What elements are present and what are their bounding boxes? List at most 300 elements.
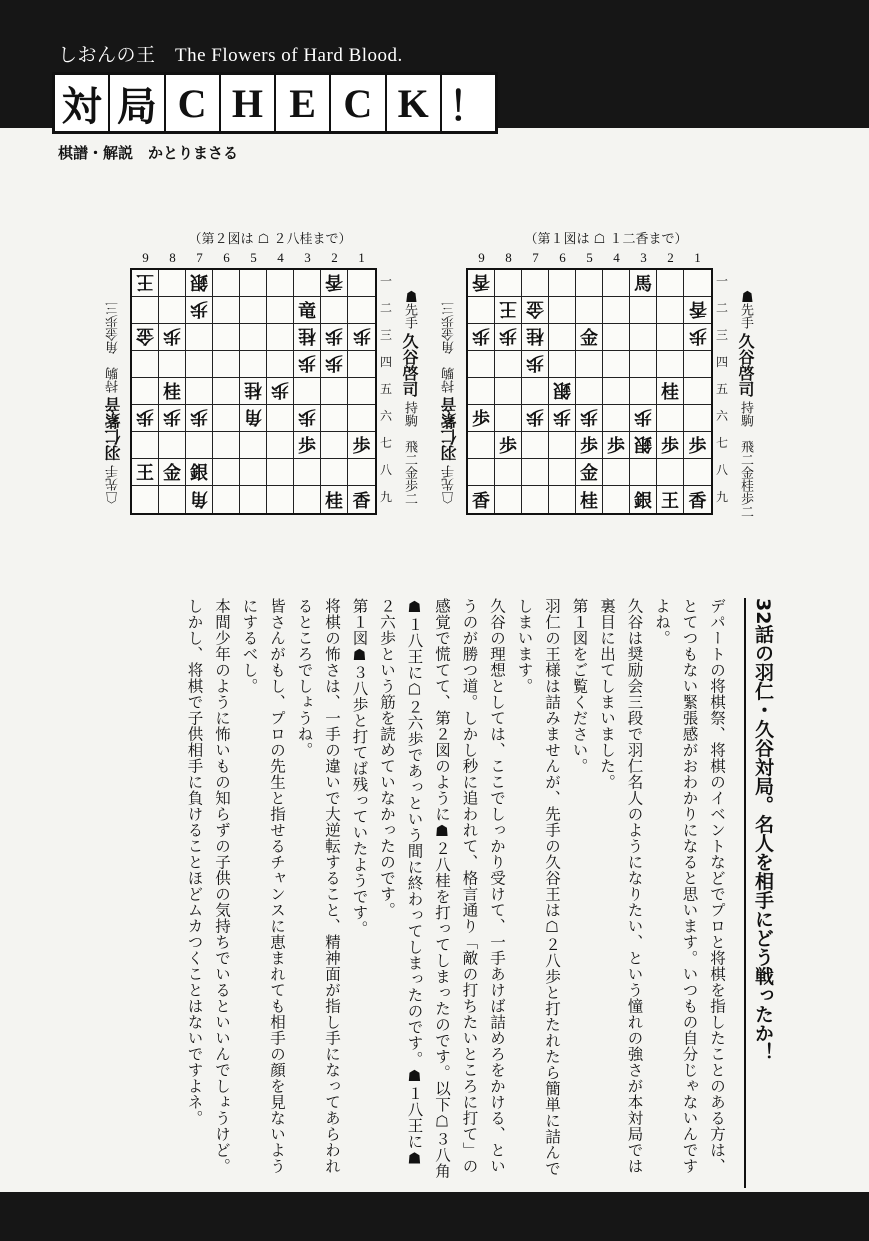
rank-numbers — [716, 268, 728, 511]
board-square — [267, 351, 294, 378]
paragraph: 久谷の理想としては、ここでしっかり受けて、一手あけば詰めろをかける、というのが勝つ道。しかし秒に追われて、格言通り「敵の打ちたいところに打て」の感覚で慌てて、第２図のように☗２八桂を打ってしまったのです。以下☖３八角☗１八王に☖２六歩であっという間に終わってしまったのです。☗１八王に☗２六歩という筋を読めていなかったのです。 — [378, 598, 506, 1179]
piece-glyph: 香 — [688, 298, 707, 319]
board-square — [159, 270, 186, 297]
piece-glyph: 歩 — [352, 325, 371, 346]
title-char: E — [276, 75, 331, 131]
file-number: 9 — [478, 250, 485, 265]
board-square — [684, 351, 711, 378]
board-square — [159, 486, 186, 513]
rank-number: 四 — [380, 355, 393, 369]
title-char: 局 — [110, 75, 165, 131]
board-square — [294, 459, 321, 486]
piece-glyph: 桂 — [325, 490, 343, 512]
board-square — [213, 432, 240, 459]
board-square — [159, 351, 186, 378]
sente-piece — [495, 432, 522, 459]
board-square — [549, 270, 576, 297]
piece-glyph: 歩 — [298, 406, 316, 427]
sente-piece — [321, 486, 348, 513]
page-title — [52, 72, 498, 134]
gote-piece — [294, 405, 321, 432]
board-square — [294, 378, 321, 405]
board-square — [549, 351, 576, 378]
rank-number: 三 — [380, 328, 393, 342]
rank-number: 六 — [716, 409, 729, 423]
gote-hand: 持駒 角金歩三 — [106, 301, 121, 393]
piece-glyph: 桂 — [298, 325, 316, 346]
gote-piece — [267, 378, 294, 405]
sente-mark: ☗先手 — [402, 290, 417, 329]
gote-name: 羽仁紫音 — [440, 396, 459, 461]
board-square — [267, 486, 294, 513]
diagram-caption: （第２図は ☖ ２八桂まで） — [188, 232, 352, 247]
gote-piece — [132, 405, 159, 432]
sente-name: 久谷啓司 — [736, 333, 755, 398]
piece-glyph: 歩 — [553, 406, 571, 427]
board-square — [159, 432, 186, 459]
piece-glyph: 歩 — [325, 325, 343, 346]
piece-glyph: 香 — [688, 490, 707, 512]
board-square — [603, 270, 630, 297]
file-number: 5 — [250, 250, 257, 265]
piece-glyph: 歩 — [325, 352, 343, 373]
board-square — [549, 486, 576, 513]
board-square — [684, 405, 711, 432]
sente-piece — [132, 459, 159, 486]
board-square — [495, 378, 522, 405]
sente-piece — [348, 486, 375, 513]
piece-glyph: 銀 — [553, 379, 571, 400]
article-body — [60, 598, 730, 1183]
board-square — [321, 378, 348, 405]
piece-glyph: 金 — [136, 325, 154, 346]
board-square — [321, 432, 348, 459]
sente-piece — [630, 486, 657, 513]
gote-name: 羽仁紫音 — [104, 396, 123, 461]
sente-mark: ☗先手 — [738, 290, 753, 329]
file-number: 1 — [358, 250, 365, 265]
gote-piece — [684, 297, 711, 324]
board-square — [240, 351, 267, 378]
piece-glyph: 金 — [580, 463, 598, 484]
gote-piece — [630, 405, 657, 432]
board-square — [468, 297, 495, 324]
file-numbers — [132, 250, 375, 266]
sente-piece — [294, 432, 321, 459]
gote-mark: ☖先手 — [442, 465, 457, 504]
piece-glyph: 歩 — [298, 352, 316, 373]
board-square — [213, 351, 240, 378]
series-subtitle: しおんの王 The Flowers of Hard Blood. — [58, 45, 403, 66]
diagram-1 — [436, 228, 776, 528]
gote-piece — [495, 324, 522, 351]
board-square — [468, 378, 495, 405]
gote-piece — [468, 324, 495, 351]
gote-piece — [159, 324, 186, 351]
board-square — [348, 351, 375, 378]
board-square — [213, 486, 240, 513]
piece-glyph: 銀 — [190, 271, 208, 292]
board-square — [267, 432, 294, 459]
piece-glyph: 銀 — [634, 433, 652, 454]
gote-piece — [495, 297, 522, 324]
rank-numbers — [380, 268, 392, 511]
gote-piece — [522, 324, 549, 351]
file-number: 7 — [532, 250, 539, 265]
sente-piece — [684, 432, 711, 459]
board-square — [522, 486, 549, 513]
board-square — [684, 270, 711, 297]
gote-piece — [549, 405, 576, 432]
board-square — [267, 405, 294, 432]
paragraph: 久谷は奨励会三段で羽仁名人のようになりたい、という憧れの強さが本対局では裏目に出てしまいました。 — [598, 598, 644, 1174]
file-number: 2 — [331, 250, 338, 265]
file-number: 8 — [505, 250, 512, 265]
piece-glyph: 歩 — [499, 436, 517, 457]
piece-glyph: 王 — [499, 298, 517, 319]
board-square — [267, 270, 294, 297]
file-number: 1 — [694, 250, 701, 265]
gote-piece — [159, 405, 186, 432]
file-number: 2 — [667, 250, 674, 265]
gote-piece — [522, 405, 549, 432]
piece-glyph: 歩 — [688, 436, 707, 457]
title-char: C — [166, 75, 221, 131]
footer-band — [0, 1192, 869, 1241]
file-number: 8 — [169, 250, 176, 265]
sente-hand: 持駒 飛二金歩二 — [402, 401, 417, 506]
board-square — [348, 297, 375, 324]
board-square — [267, 297, 294, 324]
sente-piece — [603, 432, 630, 459]
board-square — [213, 297, 240, 324]
piece-glyph: 歩 — [352, 436, 371, 457]
board-square — [348, 270, 375, 297]
file-number: 5 — [586, 250, 593, 265]
rank-number: 八 — [380, 463, 393, 477]
board-square — [321, 405, 348, 432]
board-square — [240, 270, 267, 297]
rank-number: 二 — [380, 301, 393, 315]
gote-piece — [684, 324, 711, 351]
piece-glyph: 桂 — [244, 379, 262, 400]
gote-piece — [549, 378, 576, 405]
piece-glyph: 香 — [472, 490, 490, 512]
sente-piece — [657, 432, 684, 459]
board-square — [240, 297, 267, 324]
board-square — [657, 324, 684, 351]
piece-glyph: 歩 — [499, 325, 517, 346]
article-heading: 32話の羽仁・久谷対局。名人を相手にどう戦ったか！ — [744, 598, 777, 1188]
gote-mark: ☖先手 — [106, 465, 121, 504]
title-char: K — [387, 75, 442, 131]
board-square — [159, 297, 186, 324]
gote-piece — [522, 351, 549, 378]
gote-player-label — [102, 268, 125, 504]
gote-piece — [468, 270, 495, 297]
paragraph: 将棋の怖さは、一手の違いで大逆転すること、精神面が指し手になってあらわれるところでしょうね。 — [295, 598, 341, 1174]
board-square — [186, 432, 213, 459]
file-number: 4 — [277, 250, 284, 265]
byline: 棋譜・解説 かとりまさる — [58, 144, 239, 162]
piece-glyph: 歩 — [163, 406, 181, 427]
piece-glyph: 王 — [661, 490, 679, 512]
piece-glyph: 歩 — [634, 406, 652, 427]
gote-piece — [186, 297, 213, 324]
board-square — [213, 378, 240, 405]
file-number: 9 — [142, 250, 149, 265]
board-square — [495, 351, 522, 378]
board-square — [468, 459, 495, 486]
paragraph: 皆さんがもし、プロの先生と指せるチャンスに恵まれても相手の顔を見ないようにするべし。 — [240, 598, 286, 1174]
board-square — [630, 378, 657, 405]
board-square — [186, 324, 213, 351]
paragraph: しかし、将棋で子供相手に負けることほどムカつくことはないですよネ。 — [185, 598, 204, 1126]
file-number: 7 — [196, 250, 203, 265]
rank-number: 七 — [716, 436, 729, 450]
sente-piece — [657, 378, 684, 405]
file-number: 3 — [304, 250, 311, 265]
rank-number: 八 — [716, 463, 729, 477]
board-square — [522, 378, 549, 405]
rank-number: 九 — [716, 490, 729, 504]
board-square — [321, 297, 348, 324]
piece-glyph: 歩 — [190, 298, 208, 319]
gote-hand: 持駒 角金歩三 — [442, 301, 457, 393]
title-char: ！ — [448, 83, 489, 129]
piece-glyph: 竜 — [298, 301, 316, 322]
piece-glyph: 王 — [136, 463, 154, 484]
board-square — [495, 405, 522, 432]
rank-number: 五 — [716, 382, 729, 396]
file-number: 4 — [613, 250, 620, 265]
board-square — [240, 486, 267, 513]
board-square — [657, 297, 684, 324]
sente-piece — [576, 432, 603, 459]
sente-piece — [576, 459, 603, 486]
gote-piece — [321, 324, 348, 351]
board-square — [267, 459, 294, 486]
sente-piece — [348, 432, 375, 459]
paragraph: デパートの将棋祭、将棋のイベントなどでプロと将棋を指したことのある方は、とてつもない緊張感がおわかりになると思います。いつもの自分じゃないんですよね。 — [653, 598, 726, 1174]
board-square — [630, 324, 657, 351]
sente-piece — [186, 459, 213, 486]
rank-number: 四 — [716, 355, 729, 369]
board-square — [657, 459, 684, 486]
file-number: 6 — [223, 250, 230, 265]
piece-glyph: 歩 — [688, 325, 707, 346]
piece-glyph: 角 — [190, 487, 208, 509]
board-square — [630, 297, 657, 324]
board-square — [294, 486, 321, 513]
title-char: H — [221, 75, 276, 131]
paragraph: 本間少年のように怖いもの知らずの子供の気持ちでいるといいんでしょうけど。 — [213, 598, 231, 1174]
sente-player-label — [398, 290, 421, 526]
piece-glyph: 歩 — [163, 325, 181, 346]
gote-piece — [321, 351, 348, 378]
piece-glyph: 香 — [472, 271, 490, 292]
board-square — [213, 405, 240, 432]
board-square — [294, 270, 321, 297]
gote-piece — [186, 270, 213, 297]
sente-player-label — [734, 290, 757, 526]
gote-piece — [294, 324, 321, 351]
diagram-caption: （第１図は ☖ １二香まで） — [524, 232, 688, 247]
board-square — [684, 378, 711, 405]
gote-piece — [240, 405, 267, 432]
board-square — [522, 432, 549, 459]
piece-glyph: 歩 — [271, 379, 289, 400]
board-square — [267, 324, 294, 351]
board-square — [576, 297, 603, 324]
board-square — [549, 297, 576, 324]
gote-player-label — [438, 268, 461, 504]
file-numbers — [468, 250, 711, 266]
shogi-board — [130, 268, 377, 515]
piece-glyph: 香 — [352, 490, 371, 512]
board-square — [213, 459, 240, 486]
board-square — [213, 270, 240, 297]
piece-glyph: 金 — [163, 463, 181, 484]
board-square — [495, 270, 522, 297]
file-number: 3 — [640, 250, 647, 265]
rank-number: 九 — [380, 490, 393, 504]
piece-glyph: 銀 — [634, 490, 652, 512]
piece-glyph: 歩 — [190, 406, 208, 427]
sente-piece — [468, 486, 495, 513]
gote-piece — [321, 270, 348, 297]
rank-number: 一 — [380, 274, 393, 288]
board-square — [576, 378, 603, 405]
sente-piece — [294, 297, 321, 324]
gote-piece — [348, 324, 375, 351]
board-square — [657, 270, 684, 297]
piece-glyph: 歩 — [661, 436, 679, 457]
sente-piece — [159, 378, 186, 405]
sente-piece — [159, 459, 186, 486]
gote-piece — [576, 405, 603, 432]
piece-glyph: 桂 — [526, 325, 544, 346]
rank-number: 二 — [716, 301, 729, 315]
rank-number: 六 — [380, 409, 393, 423]
piece-glyph: 銀 — [190, 463, 208, 484]
board-square — [348, 378, 375, 405]
board-square — [603, 486, 630, 513]
rank-number: 五 — [380, 382, 393, 396]
gote-piece — [630, 432, 657, 459]
sente-piece — [657, 486, 684, 513]
piece-glyph: 歩 — [607, 436, 625, 457]
sente-piece — [684, 486, 711, 513]
piece-glyph: 歩 — [580, 436, 598, 457]
title-char: C — [331, 75, 386, 131]
file-number: 6 — [559, 250, 566, 265]
piece-glyph: 歩 — [526, 406, 544, 427]
board-square — [684, 459, 711, 486]
board-square — [576, 351, 603, 378]
piece-glyph: 歩 — [526, 352, 544, 373]
paragraph: 第１図☗３八歩と打てば残っていたようです。 — [350, 598, 369, 937]
piece-glyph: 馬 — [634, 274, 652, 295]
board-square — [495, 486, 522, 513]
board-square — [603, 405, 630, 432]
gote-piece — [294, 351, 321, 378]
board-square — [603, 297, 630, 324]
piece-glyph: 歩 — [580, 406, 598, 427]
piece-glyph: 歩 — [472, 409, 490, 430]
piece-glyph: 桂 — [661, 382, 679, 403]
board-square — [468, 432, 495, 459]
board-square — [213, 324, 240, 351]
gote-piece — [522, 297, 549, 324]
board-square — [495, 459, 522, 486]
gote-piece — [132, 270, 159, 297]
board-square — [603, 378, 630, 405]
board-square — [132, 351, 159, 378]
sente-name: 久谷啓司 — [400, 333, 419, 398]
board-square — [576, 270, 603, 297]
sente-piece — [576, 324, 603, 351]
piece-glyph: 金 — [526, 298, 544, 319]
shogi-board — [466, 268, 713, 515]
piece-glyph: 王 — [136, 271, 154, 292]
board-square — [186, 351, 213, 378]
board-square — [522, 270, 549, 297]
board-square — [132, 297, 159, 324]
board-square — [522, 459, 549, 486]
board-square — [630, 351, 657, 378]
sente-hand: 持駒 飛二金桂歩二 — [738, 401, 753, 519]
paragraph: 羽仁の王様は詰みませんが、先手の久谷王は☖２八歩と打たれたら簡単に詰んでしまいます。 — [515, 598, 561, 1177]
piece-glyph: 桂 — [163, 382, 181, 403]
gote-piece — [132, 324, 159, 351]
board-square — [657, 351, 684, 378]
board-square — [603, 351, 630, 378]
board-square — [603, 324, 630, 351]
board-square — [321, 459, 348, 486]
rank-number: 三 — [716, 328, 729, 342]
board-square — [549, 432, 576, 459]
title-char: 対 — [55, 75, 110, 131]
board-square — [132, 432, 159, 459]
board-square — [348, 405, 375, 432]
piece-glyph: 金 — [580, 328, 598, 349]
paragraph: 第１図をご覧ください。 — [570, 598, 589, 774]
piece-glyph: 歩 — [136, 406, 154, 427]
board-square — [186, 378, 213, 405]
piece-glyph: 香 — [325, 271, 343, 292]
board-square — [240, 432, 267, 459]
board-square — [348, 459, 375, 486]
sente-piece — [468, 405, 495, 432]
gote-piece — [186, 486, 213, 513]
gote-piece — [186, 405, 213, 432]
board-square — [468, 351, 495, 378]
board-square — [603, 459, 630, 486]
board-square — [549, 459, 576, 486]
rank-number: 一 — [716, 274, 729, 288]
board-square — [549, 324, 576, 351]
board-square — [132, 378, 159, 405]
sente-piece — [630, 270, 657, 297]
sente-piece — [576, 486, 603, 513]
piece-glyph: 歩 — [472, 325, 490, 346]
gote-piece — [240, 378, 267, 405]
board-square — [657, 405, 684, 432]
rank-number: 七 — [380, 436, 393, 450]
piece-glyph: 歩 — [298, 436, 316, 457]
diagram-2 — [100, 228, 440, 528]
